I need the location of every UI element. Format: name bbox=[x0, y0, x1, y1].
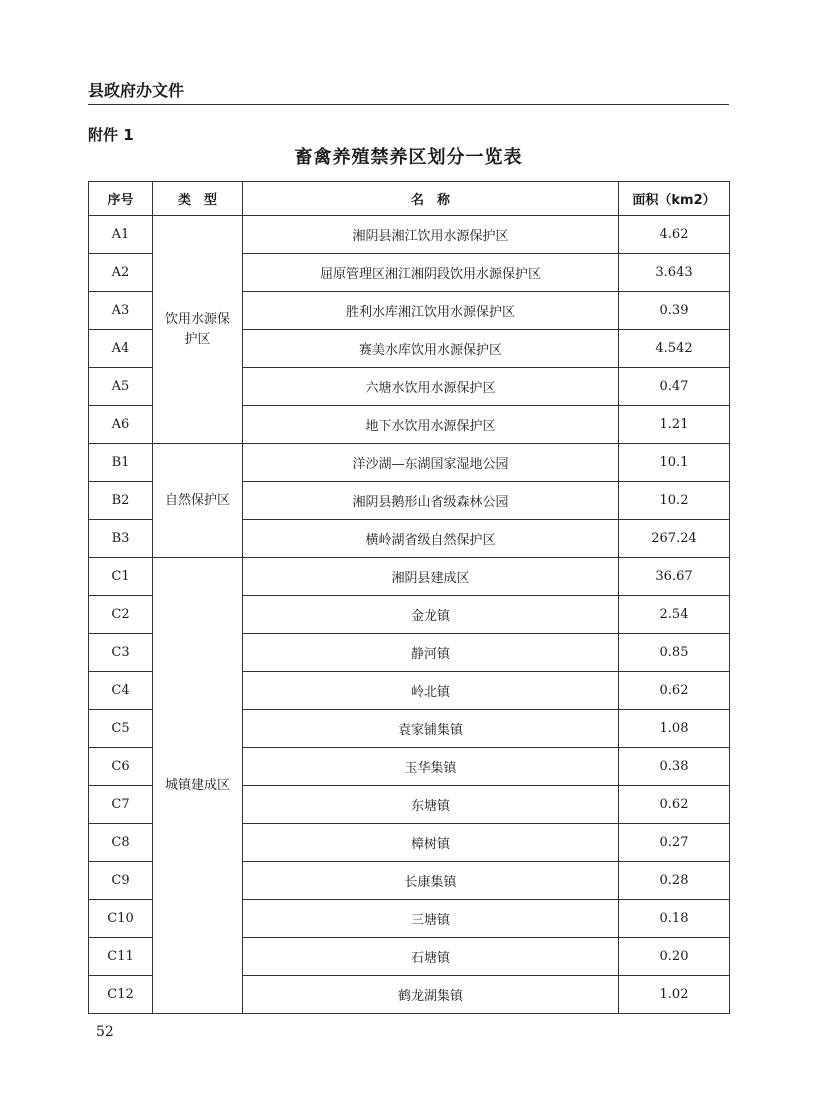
zone-name: 静河镇 bbox=[243, 634, 619, 672]
zone-name: 地下水饮用水源保护区 bbox=[243, 406, 619, 444]
zone-name: 洋沙湖—东湖国家湿地公园 bbox=[243, 444, 619, 482]
zone-name: 石塘镇 bbox=[243, 938, 619, 976]
zone-area: 0.27 bbox=[619, 824, 730, 862]
zone-name: 袁家铺集镇 bbox=[243, 710, 619, 748]
zone-area: 1.08 bbox=[619, 710, 730, 748]
zone-area: 0.38 bbox=[619, 748, 730, 786]
zone-name: 岭北镇 bbox=[243, 672, 619, 710]
zone-name: 六塘水饮用水源保护区 bbox=[243, 368, 619, 406]
zone-area: 3.643 bbox=[619, 254, 730, 292]
zone-area: 10.1 bbox=[619, 444, 730, 482]
zone-name: 三塘镇 bbox=[243, 900, 619, 938]
table-row bbox=[89, 558, 730, 596]
zone-area: 0.20 bbox=[619, 938, 730, 976]
header-title: 县政府办文件 bbox=[88, 81, 185, 100]
row-index: C5 bbox=[89, 710, 153, 748]
zone-name: 东塘镇 bbox=[243, 786, 619, 824]
zone-area: 4.62 bbox=[619, 216, 730, 254]
row-index: C4 bbox=[89, 672, 153, 710]
attachment-label: 附件 1 bbox=[88, 126, 134, 144]
zone-area: 0.47 bbox=[619, 368, 730, 406]
zone-area: 2.54 bbox=[619, 596, 730, 634]
column-header-type: 类 型 bbox=[153, 182, 243, 216]
row-index: A2 bbox=[89, 254, 153, 292]
zone-area: 10.2 bbox=[619, 482, 730, 520]
row-index: A6 bbox=[89, 406, 153, 444]
zone-name: 金龙镇 bbox=[243, 596, 619, 634]
row-index: C3 bbox=[89, 634, 153, 672]
row-index: C2 bbox=[89, 596, 153, 634]
row-index: A3 bbox=[89, 292, 153, 330]
zone-area: 0.62 bbox=[619, 672, 730, 710]
row-index: C12 bbox=[89, 976, 153, 1014]
table-body bbox=[89, 216, 730, 1014]
zone-name: 胜利水库湘江饮用水源保护区 bbox=[243, 292, 619, 330]
column-header-area: 面积（km2） bbox=[619, 182, 730, 216]
zone-area: 1.02 bbox=[619, 976, 730, 1014]
row-index: C8 bbox=[89, 824, 153, 862]
row-index: C7 bbox=[89, 786, 153, 824]
zone-name: 长康集镇 bbox=[243, 862, 619, 900]
zone-area: 0.85 bbox=[619, 634, 730, 672]
zone-name: 鹤龙湖集镇 bbox=[243, 976, 619, 1014]
zone-name: 湘阴县湘江饮用水源保护区 bbox=[243, 216, 619, 254]
zone-type: 自然保护区 bbox=[153, 444, 243, 558]
zone-name: 樟树镇 bbox=[243, 824, 619, 862]
zone-area: 0.62 bbox=[619, 786, 730, 824]
row-index: B2 bbox=[89, 482, 153, 520]
zone-name: 玉华集镇 bbox=[243, 748, 619, 786]
row-index: A4 bbox=[89, 330, 153, 368]
zone-name: 湘阴县鹅形山省级森林公园 bbox=[243, 482, 619, 520]
zone-area: 4.542 bbox=[619, 330, 730, 368]
row-index: C10 bbox=[89, 900, 153, 938]
zone-area: 0.18 bbox=[619, 900, 730, 938]
header-rule bbox=[88, 104, 729, 105]
row-index: C9 bbox=[89, 862, 153, 900]
row-index: C6 bbox=[89, 748, 153, 786]
zone-name: 屈原管理区湘江湘阴段饮用水源保护区 bbox=[243, 254, 619, 292]
zone-area: 0.28 bbox=[619, 862, 730, 900]
zone-name: 湘阴县建成区 bbox=[243, 558, 619, 596]
zone-area: 1.21 bbox=[619, 406, 730, 444]
document-title: 畜禽养殖禁养区划分一览表 bbox=[294, 147, 523, 168]
zone-table bbox=[88, 181, 730, 1014]
table-row bbox=[89, 444, 730, 482]
zone-name: 横岭湖省级自然保护区 bbox=[243, 520, 619, 558]
zone-area: 267.24 bbox=[619, 520, 730, 558]
row-index: A1 bbox=[89, 216, 153, 254]
zone-type: 城镇建成区 bbox=[153, 558, 243, 1014]
zone-type: 饮用水源保护区 bbox=[153, 216, 243, 444]
column-header-name: 名 称 bbox=[243, 182, 619, 216]
page-number: 52 bbox=[96, 1024, 114, 1040]
zone-name: 赛美水库饮用水源保护区 bbox=[243, 330, 619, 368]
row-index: B3 bbox=[89, 520, 153, 558]
zone-area: 0.39 bbox=[619, 292, 730, 330]
zone-area: 36.67 bbox=[619, 558, 730, 596]
table-row bbox=[89, 216, 730, 254]
row-index: C1 bbox=[89, 558, 153, 596]
column-header-index: 序号 bbox=[89, 182, 153, 216]
row-index: C11 bbox=[89, 938, 153, 976]
row-index: B1 bbox=[89, 444, 153, 482]
row-index: A5 bbox=[89, 368, 153, 406]
table-header-row bbox=[89, 182, 730, 216]
